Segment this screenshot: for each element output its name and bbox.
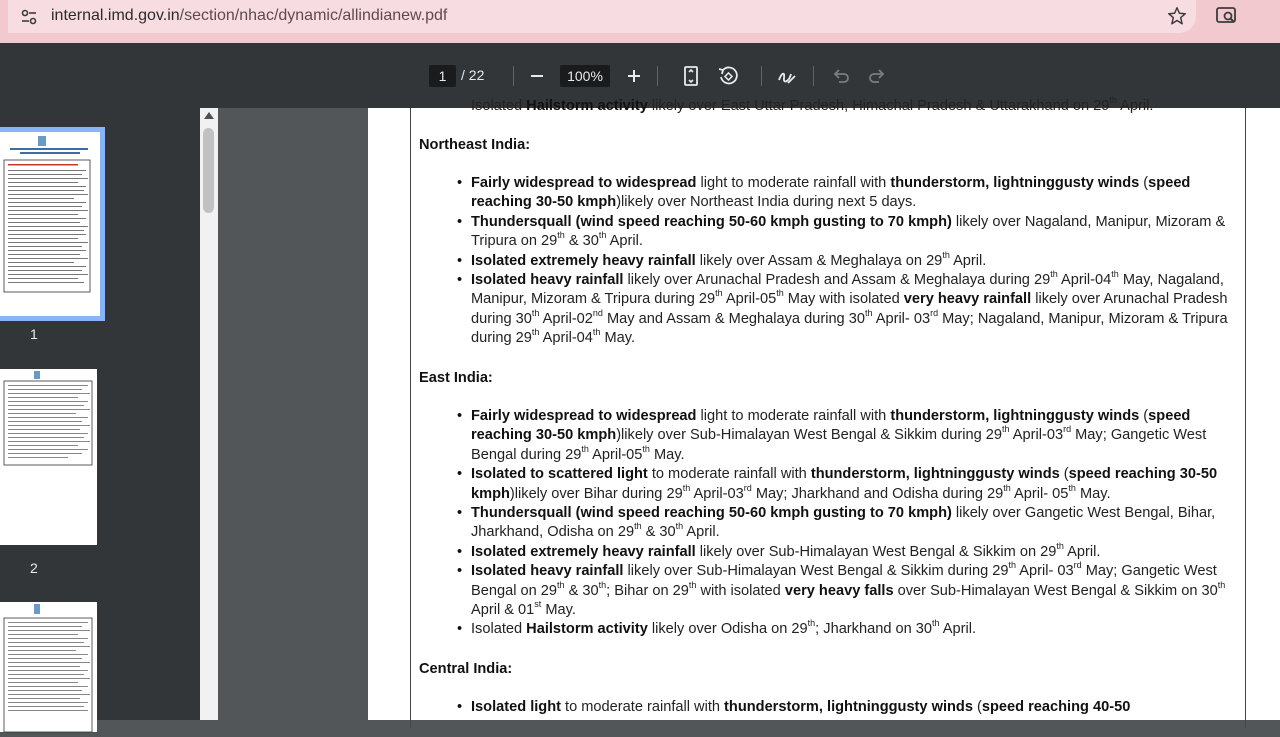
list-item: • Thundersquall (wind speed reaching 50-60 kmph gusting to 70 kmph) likely over Gangetic West Bengal, Bihar, Jharkhand, Odisha on 29th & 30th April.: [471, 504, 1241, 543]
pdf-viewer[interactable]: [218, 95, 1280, 720]
section-heading: Central India:: [419, 661, 513, 677]
list-item: • Thundersquall (wind speed reaching 50-60 kmph gusting to 70 kmph) likely over Nagaland, Manipur, Mizoram & Tripura on 29th & 30th April.: [471, 213, 1241, 252]
page-number-input[interactable]: 1: [429, 65, 456, 87]
page-thumbnail-2[interactable]: [0, 369, 97, 545]
thumbnail-preview: [0, 369, 97, 545]
list-item: • Isolated Hailstorm activity likely over Odisha on 29th; Jharkhand on 30th April.: [471, 620, 1241, 639]
section-heading: Northeast India:: [419, 137, 531, 153]
scrollbar-thumb[interactable]: [203, 128, 214, 213]
thumbnail-label: 2: [30, 560, 38, 576]
bookmark-star-icon[interactable]: [1166, 5, 1188, 27]
google-lens-icon[interactable]: [1215, 5, 1239, 27]
thumbnail-preview: [0, 602, 97, 732]
redo-icon[interactable]: [865, 64, 889, 88]
bullet-list: [471, 174, 1241, 349]
toolbar-divider: [657, 66, 658, 86]
cut-off-line: Isolated Hailstorm activity likely over East Uttar Pradesh, Himachal Pradesh & Uttarakhand on 29th April.: [471, 95, 1154, 114]
list-item: • Isolated heavy rainfall likely over Sub-Himalayan West Bengal & Sikkim during 29th April- 03rd May; Gangetic West Bengal on 29th & 30th; Bihar on 29th with isolated very heavy falls over Sub-Himalayan West Bengal & Sikkim on 30th April & 01st May.: [471, 562, 1241, 620]
list-item: • Isolated extremely heavy rainfall likely over Sub-Himalayan West Bengal & Sikkim on 29th April.: [471, 543, 1241, 562]
omnibox[interactable]: [8, 0, 1196, 33]
zoom-out-icon[interactable]: [525, 64, 549, 88]
bullet-list: [471, 698, 1241, 717]
list-item: • Fairly widespread to widespread light to moderate rainfall with thunderstorm, lightninggusty winds (speed reaching 30-50 kmph)likely over Northeast India during next 5 days.: [471, 174, 1241, 213]
section-heading: East India:: [419, 370, 493, 386]
toolbar-divider: [813, 66, 814, 86]
list-item: • Isolated heavy rainfall likely over Arunachal Pradesh and Assam & Meghalaya during 29th April-04th May, Nagaland, Manipur, Mizoram & Tripura during 29th April-05th May with isolated very heavy rainfall likely over Arunachal Pradesh during 30th April-02nd May and Assam & Meghalaya during 30th April- 03rd May; Nagaland, Manipur, Mizoram & Tripura during 29th April-04th May.: [471, 271, 1241, 349]
zoom-level-input[interactable]: 100%: [560, 65, 610, 87]
zoom-in-icon[interactable]: [622, 64, 646, 88]
bullet-list: [471, 407, 1241, 640]
fit-page-icon[interactable]: [679, 64, 703, 88]
toolbar-divider: [513, 66, 514, 86]
list-item: • Fairly widespread to widespread light to moderate rainfall with thunderstorm, lightninggusty winds (speed reaching 30-50 kmph)likely over Sub-Himalayan West Bengal & Sikkim during 29th April-03rd May; Gangetic West Bengal during 29th April-05th May.: [471, 407, 1241, 465]
site-settings-icon[interactable]: [20, 8, 38, 26]
page-thumbnail-3[interactable]: [0, 602, 97, 732]
scroll-up-arrow-icon[interactable]: [204, 112, 214, 119]
list-item: • Isolated light to moderate rainfall with thunderstorm, lightninggusty winds (speed reaching 40-50: [471, 698, 1241, 717]
pdf-page: [368, 95, 1280, 720]
thumbnail-sidebar: [0, 108, 200, 720]
page-total-label: / 22: [461, 67, 485, 83]
rotate-icon[interactable]: [716, 64, 740, 88]
url-path: /section/nhac/dynamic/allindianew.pdf: [179, 7, 448, 24]
list-item: • Isolated to scattered light to moderate rainfall with thunderstorm, lightninggusty winds (speed reaching 30-50 kmph)likely over Bihar during 29th April-03rd May; Jharkhand and Odisha during 29th April- 05th May.: [471, 465, 1241, 504]
page-thumbnail-1[interactable]: [0, 132, 100, 316]
toolbar-divider: [761, 66, 762, 86]
annotate-icon[interactable]: [775, 64, 799, 88]
url-text[interactable]: [51, 7, 447, 25]
browser-address-bar: [0, 0, 1280, 43]
thumbnail-preview: [0, 132, 100, 316]
list-item: • Isolated extremely heavy rainfall likely over Assam & Meghalaya on 29th April.: [471, 252, 1241, 271]
undo-icon[interactable]: [829, 64, 853, 88]
url-host: internal.imd.gov.in: [51, 7, 180, 24]
sidebar-scrollbar[interactable]: [200, 108, 218, 720]
thumbnail-label: 1: [30, 326, 38, 342]
